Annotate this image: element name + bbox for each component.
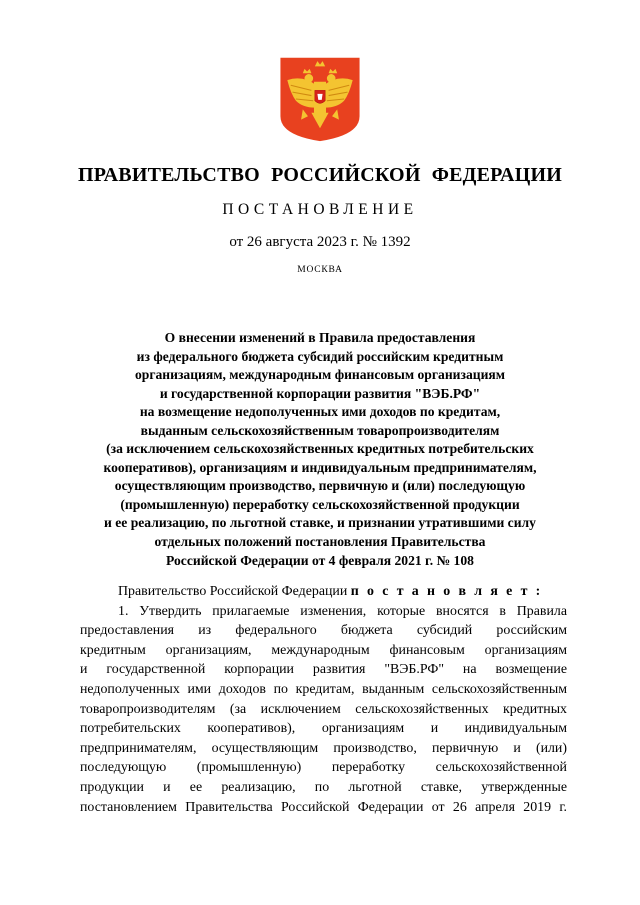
paragraph-line: кредитным организациям, международным финансовым организациям [80, 642, 567, 658]
title-line: (промышленную) переработку сельскохозяйственной продукции [120, 496, 520, 512]
decree-verb: п о с т а н о в л я е т : [350, 584, 543, 599]
title-line: на возмещение недополученных ими доходов по кредитам, [139, 404, 501, 420]
title-line: отдельных положений постановления Правительства [154, 534, 486, 550]
document-title [60, 329, 580, 570]
document-type: ПОСТАНОВЛЕНИЕ [222, 201, 418, 218]
title-line: О внесении изменений в Правила предоставления [164, 330, 476, 345]
coat-of-arms-russia-icon [277, 56, 363, 142]
paragraph-line: постановлением Правительства Российской Федерации от 26 апреля 2019 г. [80, 799, 567, 815]
paragraph-line: потребительских кооперативов), организациям и индивидуальным [80, 721, 567, 737]
title-line: Российской Федерации от 4 февраля 2021 г. № 108 [166, 552, 474, 568]
government-name: ПРАВИТЕЛЬСТВО РОССИЙСКОЙ ФЕДЕРАЦИИ [78, 164, 562, 186]
paragraph-line: недополученных ими доходов по кредитам, выданным сельскохозяйственным [80, 681, 567, 697]
document-body [80, 582, 567, 817]
paragraph-line: товаропроизводителям (за исключением сельскохозяйственных кредитных [80, 701, 567, 717]
paragraph-line: предоставления из федерального бюджета субсидий российским [80, 623, 567, 639]
paragraph-line: 1. Утвердить прилагаемые изменения, которые вносятся в Правила [118, 603, 567, 619]
title-line: организациям, международным финансовым организациям [134, 367, 506, 383]
document-city: МОСКВА [297, 265, 343, 275]
title-line: и ее реализацию, по льготной ставке, и признании утратившими силу [104, 515, 536, 531]
paragraph-line: и государственной корпорации развития "ВЭБ.РФ" на возмещение [80, 662, 567, 678]
title-line: из федерального бюджета субсидий российским кредитным [136, 348, 504, 364]
preamble-text: Правительство Российской Федерации [118, 584, 348, 599]
title-line: выданным сельскохозяйственным товаропроизводителям [140, 422, 500, 438]
paragraph-line: продукции и ее реализацию, по льготной ставке, утвержденные [80, 779, 567, 795]
emblem-container [0, 56, 640, 142]
title-line: осуществляющим производство, первичную и (или) последующую [114, 478, 526, 494]
title-line: (за исключением сельскохозяйственных кредитных потребительских [106, 441, 534, 457]
title-line: кооперативов), организациям и индивидуальным предпринимателям, [103, 459, 537, 475]
paragraph-line: предпринимателям, осуществляющим производство, первичную и (или) [80, 740, 567, 756]
paragraph-line: последующую (промышленную) переработку сельскохозяйственной [80, 760, 567, 776]
preamble [80, 582, 567, 602]
title-line: и государственной корпорации развития "ВЭБ.РФ" [159, 385, 481, 401]
document-date-number: от 26 августа 2023 г. № 1392 [229, 234, 411, 250]
